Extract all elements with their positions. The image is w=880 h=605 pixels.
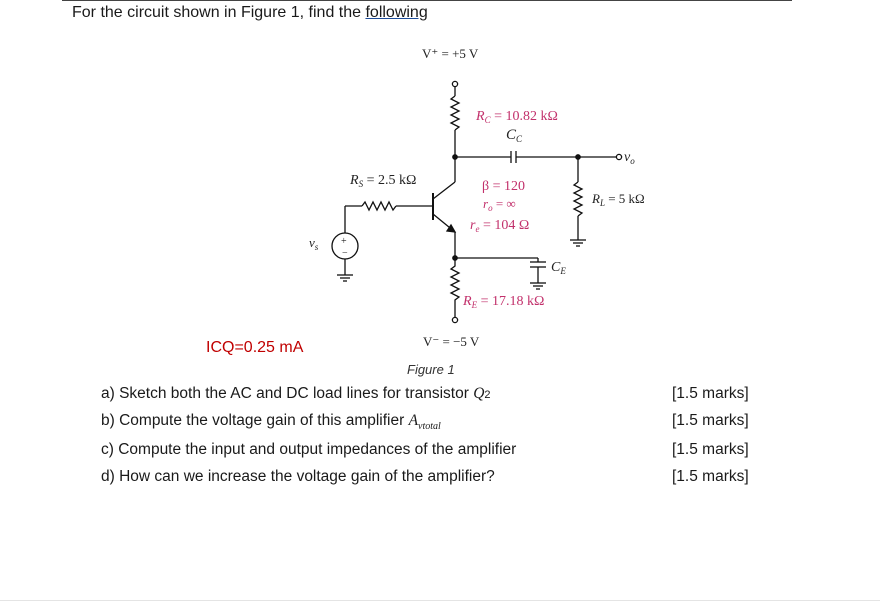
vminus-label: V⁻ = −5 V	[423, 334, 480, 349]
plus-sign: +	[341, 236, 347, 247]
vo-label: $v_o$	[624, 150, 635, 166]
rc-resistor	[451, 96, 459, 130]
question-c: c) Compute the input and output impedances of the amplifier	[101, 441, 517, 458]
bottom-rule	[0, 600, 880, 601]
rs-label: $R_S = 2.5$ kΩ	[350, 173, 417, 189]
vo-terminal	[616, 154, 621, 159]
question-d: d) How can we increase the voltage gain of the amplifier?	[101, 468, 495, 485]
minus-sign: −	[342, 248, 348, 259]
marks-d: [1.5 marks]	[672, 468, 749, 485]
icq-note: ICQ=0.25 mA	[206, 339, 304, 356]
rc-label: $R_C = 10.82$ kΩ	[476, 109, 558, 125]
title-link[interactable]: following	[365, 4, 428, 21]
beta-label: β = 120	[482, 179, 526, 194]
re-resistor	[451, 258, 459, 317]
rl-label: $R_L = 5$ kΩ	[592, 191, 645, 208]
vplus-terminal	[452, 81, 457, 86]
question-a: a) Sketch both the AC and DC load lines for transistor Q2	[101, 385, 491, 402]
rl-resistor	[574, 182, 582, 216]
ro-label: $r_o$ = ∞	[483, 196, 516, 213]
rs-resistor	[362, 202, 396, 210]
question-b: b) Compute the voltage gain of this amplifier $A_{vtotal}$	[101, 412, 441, 433]
vminus-terminal	[452, 317, 457, 322]
figure-caption: Figure 1	[407, 362, 455, 377]
vs-label: $v_s$	[309, 235, 319, 252]
title-prefix: For the circuit shown in Figure 1, find the	[72, 4, 366, 21]
cc-label: $C_C$	[506, 127, 523, 144]
vplus-label: V⁺ = +5 V	[422, 46, 479, 61]
marks-c: [1.5 marks]	[672, 441, 749, 458]
re-small-label: $r_e = 104$ Ω	[470, 218, 530, 234]
re-big-label: $R_E = 17.18$ kΩ	[463, 294, 545, 310]
marks-b: [1.5 marks]	[672, 412, 749, 429]
ce-label: $C_E$	[551, 260, 566, 276]
marks-a: [1.5 marks]	[672, 385, 749, 402]
